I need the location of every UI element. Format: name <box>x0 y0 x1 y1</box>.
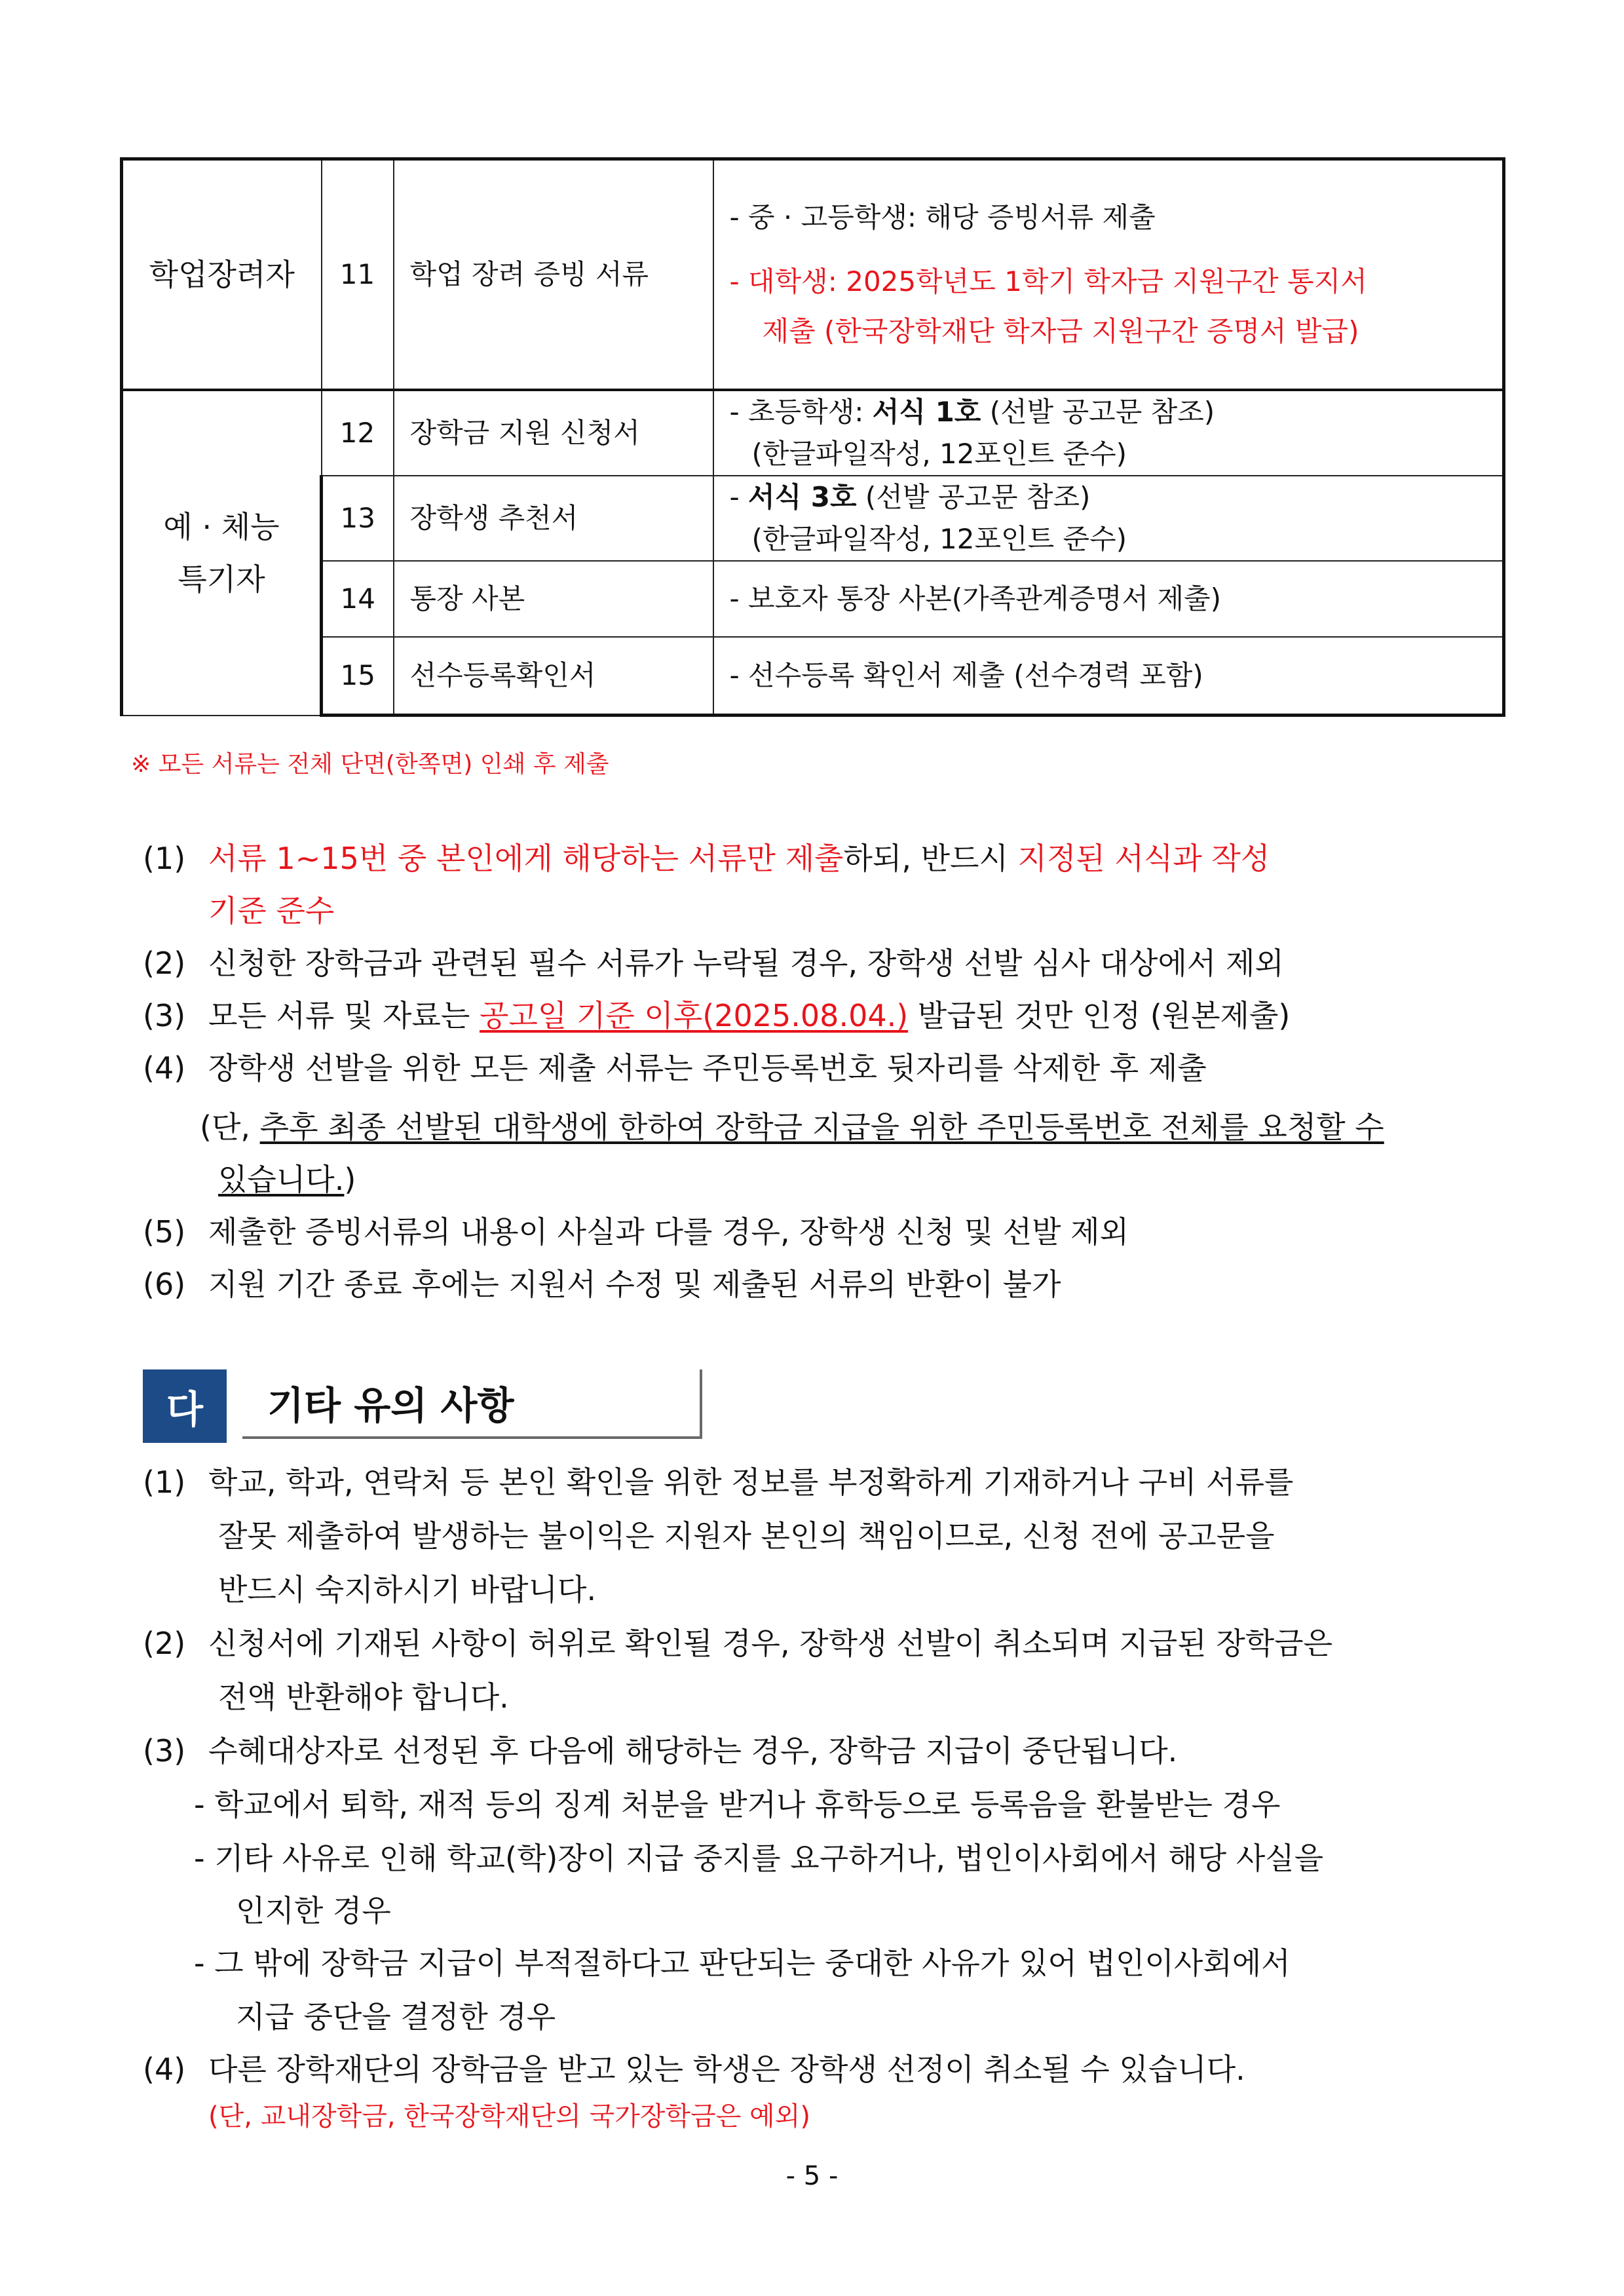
desc-line: - 중 · 고등학생: 해당 증빙서류 제출 <box>729 201 1156 233</box>
desc-line: (한글파일작성, 12포인트 준수) <box>751 437 1127 470</box>
required-documents-table <box>120 157 1505 717</box>
item-number: (4) <box>143 1050 186 1086</box>
bullet-item: - 기타 사유로 인해 학교(학)장이 지급 중지를 요구하거나, 법인이사회에서 해당 사실을 <box>194 1841 1324 1876</box>
list-item <box>143 1042 1207 1094</box>
doc-number: 12 <box>322 390 394 476</box>
desc-line: 제출 (한국장학재단 학자금 지원구간 증명서 발급) <box>762 315 1359 347</box>
doc-name: 장학생 추천서 <box>394 476 713 561</box>
doc-name: 선수등록확인서 <box>394 637 713 716</box>
highlight-text: 공고일 기준 이후(2025.08.04.) <box>479 998 909 1033</box>
underlined-text: 추후 최종 선발된 대학생에 한하여 장학금 지급을 위한 주민등록번호 전체를 요청할 수 <box>259 1109 1384 1145</box>
item-number: (4) <box>143 2052 186 2087</box>
item-text: 수혜대상자로 선정된 후 다음에 해당하는 경우, 장학금 지급이 중단됩니다. <box>208 1733 1178 1769</box>
doc-name: 장학금 지원 신청서 <box>394 390 713 476</box>
item-text: 제출한 증빙서류의 내용이 사실과 다를 경우, 장학생 신청 및 선발 제외 <box>208 1214 1129 1250</box>
list-item-continuation: 기준 준수 <box>208 893 335 928</box>
doc-description: - 보호자 통장 사본(가족관계증명서 제출) <box>713 561 1504 637</box>
table-row <box>122 561 1504 637</box>
item-text: 신청한 장학금과 관련된 필수 서류가 누락될 경우, 장학생 선발 심사 대상에서 제외 <box>208 946 1284 981</box>
desc-line: - 대학생: 2025학년도 1학기 학자금 지원구간 통지서 <box>729 265 1367 297</box>
print-note: ※ 모든 서류는 전체 단면(한쪽면) 인쇄 후 제출 <box>131 751 609 778</box>
doc-description <box>713 476 1504 561</box>
doc-number: 13 <box>322 476 394 561</box>
item-text: 모든 서류 및 자료는 <box>208 998 480 1033</box>
desc-line <box>730 476 1503 518</box>
table-row <box>122 476 1504 561</box>
note-text: (단, <box>200 1109 260 1145</box>
doc-number: 14 <box>322 561 394 637</box>
doc-name: 통장 사본 <box>394 561 713 637</box>
doc-number: 15 <box>322 637 394 716</box>
desc-line <box>730 391 1503 433</box>
item-number: (3) <box>143 1733 186 1769</box>
desc-text: (선발 공고문 참조) <box>981 395 1215 428</box>
form-reference: 서식 3호 <box>748 480 857 513</box>
list-item <box>143 989 1290 1042</box>
bullet-continuation: 지급 중단을 결정한 경우 <box>236 1999 556 2035</box>
list-item-continuation: 잘못 제출하여 발생하는 불이익은 지원자 본인의 책임이므로, 신청 전에 공고문을 <box>218 1518 1275 1554</box>
list-item <box>143 832 1270 885</box>
section-divider <box>700 1369 702 1439</box>
note-text: ) <box>344 1162 356 1197</box>
bullet-item: - 그 밖에 장학금 지급이 부적절하다고 판단되는 중대한 사유가 있어 법인이사회에서 <box>194 1945 1291 1981</box>
desc-text: - 초등학생: <box>729 395 873 428</box>
item-number: (6) <box>143 1267 186 1302</box>
doc-number: 11 <box>322 159 394 390</box>
underlined-text: 있습니다. <box>218 1162 345 1197</box>
category-line: 특기자 <box>178 561 265 597</box>
list-item <box>143 937 1284 989</box>
list-item-note <box>218 1153 356 1206</box>
list-item <box>143 1456 1293 1508</box>
list-item <box>143 2043 1245 2095</box>
item-text: 발급된 것만 인정 (원본제출) <box>908 998 1291 1033</box>
section-badge: 다 <box>143 1369 227 1443</box>
bullet-continuation: 인지한 경우 <box>236 1893 391 1928</box>
category-cell <box>122 390 322 716</box>
list-item <box>143 1725 1177 1777</box>
section-underline <box>242 1436 702 1439</box>
list-item <box>143 1258 1061 1311</box>
item-number: (2) <box>143 1626 186 1661</box>
category-line: 예 · 체능 <box>163 508 280 545</box>
exception-note: (단, 교내장학금, 한국장학재단의 국가장학금은 예외) <box>208 2101 810 2132</box>
doc-description <box>713 159 1504 390</box>
category-cell: 학업장려자 <box>122 159 322 390</box>
table-row <box>122 159 1504 390</box>
item-number: (5) <box>143 1214 186 1250</box>
list-item-continuation: 반드시 숙지하시기 바랍니다. <box>218 1572 597 1607</box>
item-text: 다른 장학재단의 장학금을 받고 있는 학생은 장학생 선정이 취소될 수 있습니다. <box>208 2052 1245 2087</box>
list-item <box>143 1206 1129 1258</box>
section-title: 기타 유의 사항 <box>267 1383 514 1428</box>
item-number: (1) <box>143 841 186 876</box>
highlight-text: 지정된 서식과 작성 <box>1017 841 1270 876</box>
item-text: 학교, 학과, 연락처 등 본인 확인을 위한 정보를 부정확하게 기재하거나 구비 서류를 <box>208 1464 1294 1500</box>
item-text: 신청서에 기재된 사항이 허위로 확인될 경우, 장학생 선발이 취소되며 지급된 장학금은 <box>208 1626 1333 1661</box>
doc-description <box>713 390 1504 476</box>
doc-name: 학업 장려 증빙 서류 <box>394 159 713 390</box>
list-item <box>143 1617 1332 1670</box>
item-number: (2) <box>143 946 186 981</box>
bullet-item: - 학교에서 퇴학, 재적 등의 징계 처분을 받거나 휴학등으로 등록음을 환불받는 경우 <box>194 1787 1281 1822</box>
page-number: - 5 - <box>785 2161 839 2191</box>
desc-line: (한글파일작성, 12포인트 준수) <box>751 522 1127 555</box>
list-item-note <box>200 1101 1384 1153</box>
item-number: (1) <box>143 1464 186 1500</box>
highlight-text: 서류 1~15번 중 본인에게 해당하는 서류만 제출 <box>208 841 844 876</box>
item-text: 지원 기간 종료 후에는 지원서 수정 및 제출된 서류의 반환이 불가 <box>208 1267 1061 1302</box>
table-row <box>122 390 1504 476</box>
desc-text: (선발 공고문 참조) <box>856 480 1091 513</box>
doc-description: - 선수등록 확인서 제출 (선수경력 포함) <box>713 637 1504 716</box>
form-reference: 서식 1호 <box>872 395 981 428</box>
item-number: (3) <box>143 998 186 1033</box>
table-row <box>122 637 1504 716</box>
item-text: 장학생 선발을 위한 모든 제출 서류는 주민등록번호 뒷자리를 삭제한 후 제출 <box>208 1050 1207 1086</box>
list-item-continuation: 전액 반환해야 합니다. <box>218 1679 509 1715</box>
desc-text: - <box>729 480 749 513</box>
item-text: 하되, 반드시 <box>843 841 1018 876</box>
